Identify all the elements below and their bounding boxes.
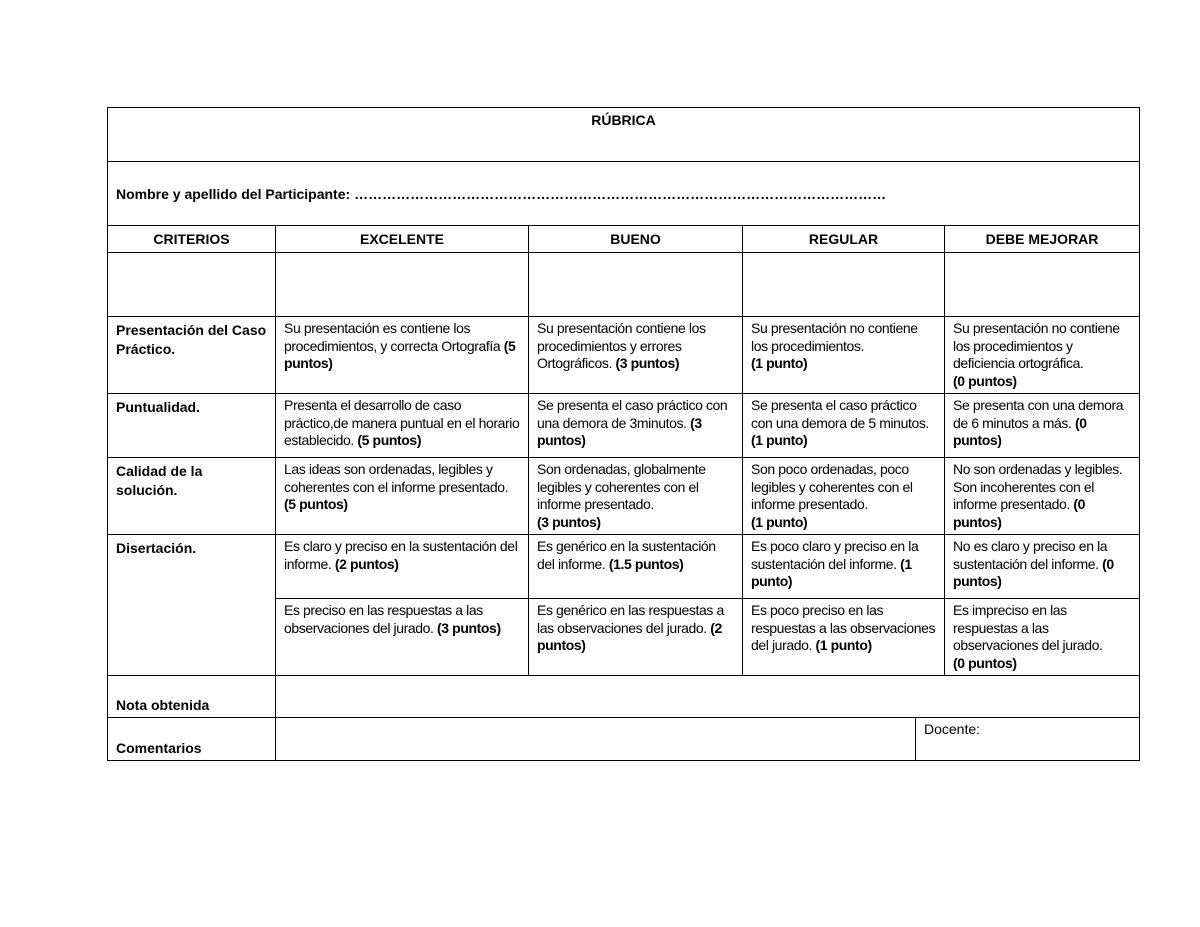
nota-row [108,676,1140,718]
criterion-row [108,458,1140,535]
rubric-cell: Son ordenadas, globalmente legibles y coherentes con el informe presentado. (3 puntos) [529,458,743,535]
rubric-cell: Se presenta el caso práctico con una demora de 3minutos. (3 puntos) [529,394,743,458]
header-excelente: EXCELENTE [276,226,529,253]
rubric-cell: Se presenta el caso práctico con una demora de 5 minutos. (1 punto) [743,394,945,458]
docente-label: Docente: [924,721,981,737]
criterion-label: Disertación. [108,535,276,676]
rubric-table [107,107,1140,761]
nota-value-cell[interactable] [276,676,1140,718]
criterion-label: Puntualidad. [108,394,276,458]
rubric-cell: Las ideas son ordenadas, legibles y coherentes con el informe presentado. (5 puntos) [276,458,529,535]
rubric-cell: Se presenta con una demora de 6 minutos a más. (0 puntos) [945,394,1140,458]
criterion-label: Calidad de la solución. [108,458,276,535]
rubric-cell: Es claro y preciso en la sustentación del informe. (2 puntos) [276,535,529,599]
spacer-cell [276,253,529,317]
header-row [108,226,1140,253]
comentarios-row [108,718,1140,761]
participant-dots: …………………………………………………………………………………………………… [354,185,887,202]
spacer-cell [743,253,945,317]
header-criterios: CRITERIOS [108,226,276,253]
spacer-cell [108,253,276,317]
participant-label: Nombre y apellido del Participante: [116,185,351,202]
rubric-cell: Su presentación no contiene los procedimientos y deficiencia ortográfica. (0 puntos) [945,317,1140,394]
rubric-cell: Son poco ordenadas, poco legibles y coherentes con el informe presentado. (1 punto) [743,458,945,535]
rubric-cell: Es genérico en las respuestas a las observaciones del jurado. (2 puntos) [529,599,743,676]
rubric-cell: Es poco claro y preciso en la sustentación del informe. (1 punto) [743,535,945,599]
spacer-cell [529,253,743,317]
criterion-row [108,535,1140,599]
rubric-cell: Es impreciso en las respuestas a las observaciones del jurado. (0 puntos) [945,599,1140,676]
header-bueno: BUENO [529,226,743,253]
rubric-cell: Su presentación no contiene los procedimientos. (1 punto) [743,317,945,394]
docente-field[interactable] [916,718,1139,760]
header-regular: REGULAR [743,226,945,253]
comentarios-field[interactable] [276,718,916,760]
criterion-row [108,394,1140,458]
participant-name-line [108,162,1140,226]
rubric-cell: Es poco preciso en las respuestas a las observaciones del jurado. (1 punto) [743,599,945,676]
rubric-cell: Su presentación contiene los procedimientos y errores Ortográficos. (3 puntos) [529,317,743,394]
spacer-row [108,253,1140,317]
header-debe-mejorar: DEBE MEJORAR [945,226,1140,253]
nota-label: Nota obtenida [108,676,276,718]
rubric-cell: No son ordenadas y legibles. Son incoherentes con el informe presentado. (0 puntos) [945,458,1140,535]
rubric-title: RÚBRICA [108,108,1140,162]
rubric-cell: No es claro y preciso en la sustentación del informe. (0 puntos) [945,535,1140,599]
rubric-cell: Presenta el desarrollo de caso práctico,de manera puntual en el horario establecido. (5 puntos) [276,394,529,458]
criterion-label: Presentación del Caso Práctico. [108,317,276,394]
spacer-cell [945,253,1140,317]
comentarios-label: Comentarios [108,718,276,761]
criterion-row [108,317,1140,394]
rubric-cell: Es preciso en las respuestas a las observaciones del jurado. (3 puntos) [276,599,529,676]
rubric-cell: Su presentación es contiene los procedimientos, y correcta Ortografía (5 puntos) [276,317,529,394]
rubric-cell: Es genérico en la sustentación del informe. (1.5 puntos) [529,535,743,599]
comentarios-area [276,718,1140,761]
